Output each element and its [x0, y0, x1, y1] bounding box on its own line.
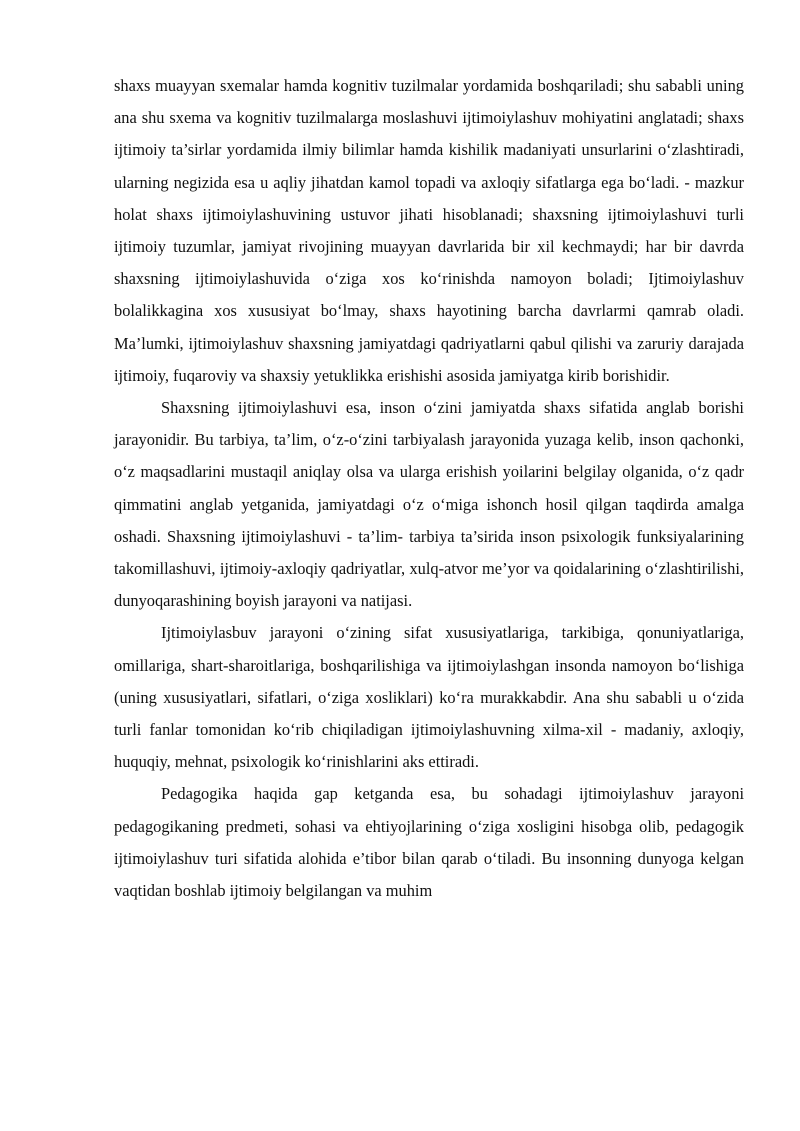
paragraph-4: Pedagogika haqida gap ketganda esa, bu sohadagi ijtimoiylashuv jarayoni pedagogikaning predmeti, sohasi va ehtiyojlarining o‘ziga xosligini hisobga olib, pedagogik ijtimoiylashuv turi sifatida alohida e’tibor bilan qarab o‘tiladi. Bu insonning dunyoga kelgan vaqtidan boshlab ijtimoiy belgilangan va muhim: [114, 784, 744, 901]
paragraph-3: Ijtimoiylasbuv jarayoni o‘zining sifat xususiyatlariga, tarkibiga, qonuniyatlariga, omillariga, shart-sharoitlariga, boshqarilishiga va ijtimoiylashgan insonda namoyon bo‘lishiga (uning xususiyatlari, sifatlari, o‘ziga xosliklari) ko‘ra murakkabdir. Ana shu sababli u o‘zida turli fanlar tomonidan ko‘rib chiqiladigan ijtimoiylashuvning xilma-xil - madaniy, axloqiy, huquqiy, mehnat, psixologik ko‘rinishlarini aks ettiradi.: [114, 623, 744, 772]
paragraph-1: shaxs muayyan sxemalar hamda kognitiv tuzilmalar yordamida boshqariladi; shu sababli uning ana shu sxema va kognitiv tuzilmalarga moslashuvi ijtimoiylashuv mohiyatini anglatadi; shaxs ijtimoiy ta’sirlar yordamida ilmiy bilimlar hamda kishilik madaniyati unsurlarini o‘zlashtiradi, ularning negizida esa u aqliy jihatdan kamol topadi va axloqiy sifatlarga ega bo‘ladi. - mazkur holat shaxs ijtimoiylashuvining ustuvor jihati hisoblanadi; shaxsning ijtimoiylashuvi turli ijtimoiy tuzumlar, jamiyat rivojining muayyan davrlarida bir xil kechmaydi; har bir davrda shaxsning ijtimoiylashuvida o‘ziga xos ko‘rinishda namoyon boladi; Ijtimoiylashuv bolalikkagina xos xususiyat bo‘lmay, shaxs hayotining barcha davrlarmi qamrab oladi. Ma’lumki, ijtimoiylashuv shaxsning jamiyatdagi qadriyatlarni qabul qilishi va zaruriy darajada ijtimoiy, fuqaroviy va shaxsiy yetuklikka erishishi asosida jamiyatga kirib borishidir.: [114, 76, 744, 385]
document-page: [114, 70, 744, 907]
paragraph-2: Shaxsning ijtimoiylashuvi esa, inson o‘zini jamiyatda shaxs sifatida anglab borishi jarayonidir. Bu tarbiya, ta’lim, o‘z-o‘zini tarbiyalash jarayonida yuzaga kelib, inson qachonki, o‘z maqsadlarini mustaqil aniqlay olsa va ularga erishish yoilarini belgilay olganida, o‘z qadr qimmatini anglab yetganida, jamiyatdagi o‘z o‘miga ishonch hosil qilgan taqdirda amalga oshadi. Shaxsning ijtimoiylashuvi - ta’lim- tarbiya ta’sirida inson psixologik funksiyalarining takomillashuvi, ijtimoiy-axloqiy qadriyatlar, xulq-atvor me’yor va qoidalarining o‘zlashtirilishi, dunyoqarashining boyish jarayoni va natijasi.: [114, 398, 744, 611]
